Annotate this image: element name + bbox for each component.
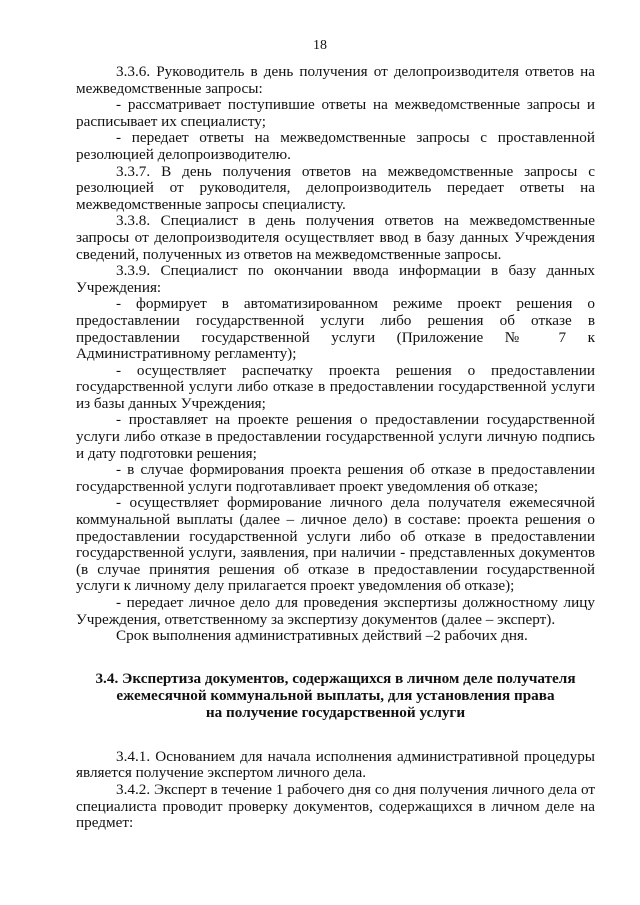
paragraph-bullet: - осуществляет формирование личного дела получателя ежемесячной коммунальной выплаты (далее – личное дело) в составе: проекта решения о предоставлении государственной услуги либо об отказе в предоставлении государственной услуги, заявления, при наличии - представленных документов (в случае принятия решения об отказе в предоставлении государственной услуги к личному делу прилагается проект уведомления об отказе); — [76, 494, 595, 595]
paragraph-deadline: Срок выполнения административных действий –2 рабочих дня. — [116, 627, 528, 645]
heading-line: ежемесячной коммунальной выплаты, для установления права — [116, 686, 555, 704]
page-number: 18 — [313, 38, 327, 53]
section-heading-3-4 — [76, 670, 595, 721]
paragraph-3-3-7: 3.3.7. В день получения ответов на межведомственные запросы с резолюцией от руководителя, делопроизводитель передает ответы на межведомственные запросы специалисту. — [76, 162, 595, 213]
paragraph-3-3-8: 3.3.8. Специалист в день получения ответов на межведомственные запросы от делопроизводителя осуществляет ввод в базу данных Учреждения сведений, полученных из ответов на межведомственные запросы. — [76, 212, 595, 263]
paragraph-bullet: - передает личное дело для проведения экспертизы должностному лицу Учреждения, ответственному за экспертизу документов (далее – эксперт). — [76, 594, 595, 628]
paragraph-3-3-9: 3.3.9. Специалист по окончании ввода информации в базу данных Учреждения: — [76, 262, 595, 296]
paragraph-bullet: - в случае формирования проекта решения об отказе в предоставлении государственной услуги подготавливает проект уведомления об отказе; — [76, 461, 595, 495]
paragraph-bullet: - осуществляет распечатку проекта решения о предоставлении государственной услуги либо отказе в предоставлении государственной услуги из базы данных Учреждения; — [76, 361, 595, 412]
paragraph-bullet: - формирует в автоматизированном режиме проект решения о предоставлении государственной услуги либо решения об отказе в предоставлении государственной услуги (Приложение № 7 к Административному регламенту); — [76, 295, 595, 363]
paragraph-3-3-6: 3.3.6. Руководитель в день получения от делопроизводителя ответов на межведомственные запросы: — [76, 63, 595, 97]
paragraph-bullet: - рассматривает поступившие ответы на межведомственные запросы и расписывает их специалисту; — [76, 96, 595, 130]
paragraph-bullet: - передает ответы на межведомственные запросы с проставленной резолюцией делопроизводителю. — [76, 129, 595, 163]
document-body — [76, 64, 595, 832]
paragraph-3-4-2: 3.4.2. Эксперт в течение 1 рабочего дня со дня получения личного дела от специалиста проводит проверку документов, содержащихся в личном деле на предмет: — [76, 780, 595, 832]
heading-line: 3.4. Экспертиза документов, содержащихся в личном деле получателя — [95, 669, 576, 687]
paragraph-3-4-1: 3.4.1. Основанием для начала исполнения административной процедуры является получение экспертом личного дела. — [76, 747, 595, 782]
paragraph-bullet: - проставляет на проекте решения о предоставлении государственной услуги либо отказе в предоставлении государственной услуги личную подпись и дату подготовки решения; — [76, 411, 595, 462]
heading-line: на получение государственной услуги — [205, 703, 466, 721]
